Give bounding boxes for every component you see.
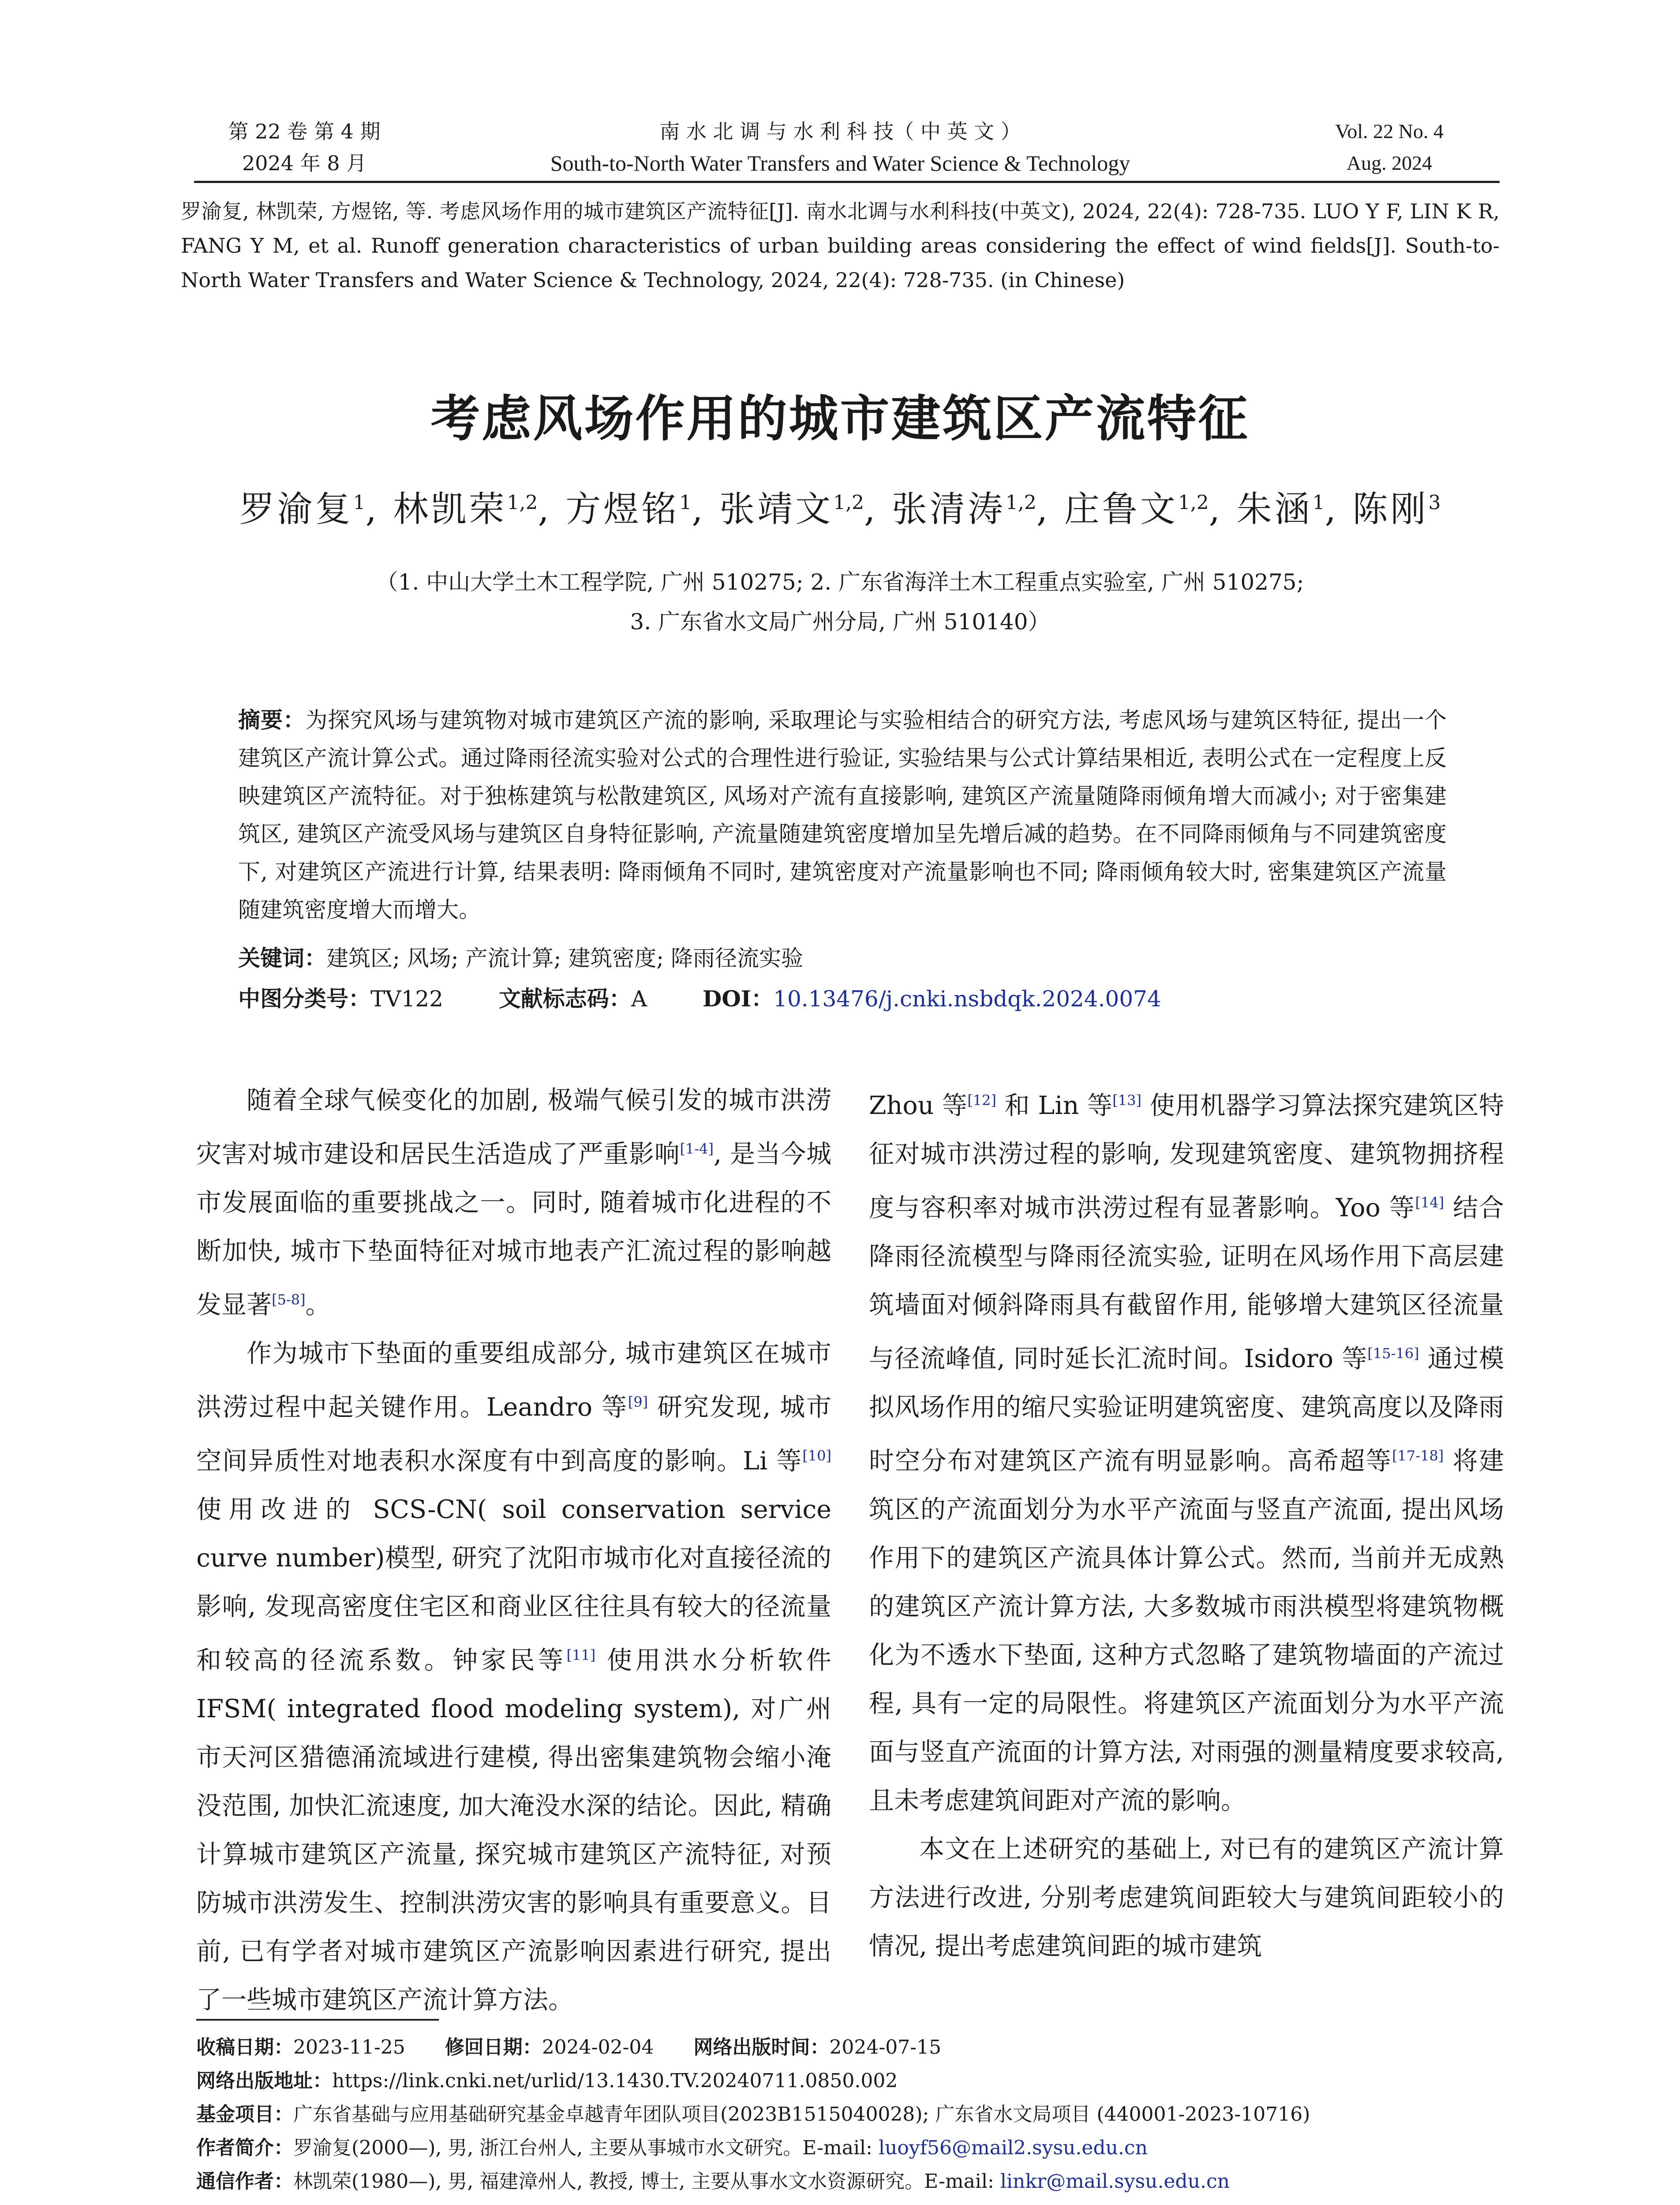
paragraph-text: 使用机器学习算法探究建筑区特征对城市洪涝过程的影响, 发现建筑密度、建筑物拥挤程度与容积率对城市洪涝过程有显著影响。Yoo 等 xyxy=(869,1091,1504,1222)
date-line-en: Aug. 2024 xyxy=(1346,152,1433,174)
paragraph-text: 结合降雨径流模型与降雨径流实验, 证明在风场作用下高层建筑墙面对倾斜降雨具有截留作用, 能够增大建筑区径流量与径流峰值, 同时延长汇流时间。Isidoro 等 xyxy=(869,1193,1504,1373)
keywords-label: 关键词： xyxy=(238,945,326,971)
citation-ref[interactable]: [13] xyxy=(1112,1092,1141,1109)
revised-date: 2024-02-04 xyxy=(542,2036,654,2059)
received-label: 收稿日期： xyxy=(196,2036,293,2059)
footnote-url xyxy=(196,2064,1497,2098)
author-name: 林凯荣 xyxy=(393,489,507,530)
paper-title: 考虑风场作用的城市建筑区产流特征 xyxy=(430,390,1250,448)
online-url[interactable]: https://link.cnki.net/urlid/13.1430.TV.20240711.0850.002 xyxy=(332,2070,898,2092)
author-affiliation-mark: 1 xyxy=(1312,491,1325,514)
keywords-text: 建筑区; 风场; 产流计算; 建筑密度; 降雨径流实验 xyxy=(326,946,803,971)
doc-code: A xyxy=(631,986,647,1012)
paragraph-text: 和 Lin 等 xyxy=(996,1091,1113,1120)
paragraph-text: 将建筑区的产流面划分为水平产流面与竖直产流面, 提出风场作用下的建筑区产流具体计算公式。然而, 当前并无成熟的建筑区产流计算方法, 大多数城市雨洪模型将建筑物概化为不透水下垫面, 这种方式忽略了建筑物墙面的产流过程, 具有一定的局限性。将建筑区产流面划分为水平产流面与竖直产流面的计算方法, 对雨强的测量精度要求较高, 且未考虑建筑间距对产流的影响。 xyxy=(869,1446,1504,1815)
corresponding-email-link[interactable]: linkr@mail.sysu.edu.cn xyxy=(1000,2170,1230,2193)
fund-label: 基金项目： xyxy=(196,2103,293,2126)
doc-code-label: 文献标志码： xyxy=(498,986,631,1012)
author-affiliation-mark: 1,2 xyxy=(1178,491,1209,514)
citation-ref[interactable]: [9] xyxy=(628,1394,648,1410)
citation-ref[interactable]: [17-18] xyxy=(1392,1447,1444,1464)
citation: 罗渝复, 林凯荣, 方煜铭, 等. 考虑风场作用的城市建筑区产流特征[J]. 南水北调与水利科技(中英文), 2024, 22(4): 728-735. LUO Y F, LIN K R, FANG Y M, et al. Runoff generation characteristics of urban building areas considering the effect of wind fields[J]. South-to-North Water Transfers and Water Science & Technology, 2024, 22(4): 728-735. (in Chinese) xyxy=(181,199,1500,292)
online-date: 2024-07-15 xyxy=(829,2036,942,2059)
header-rule xyxy=(194,181,1500,183)
author-bio: 罗渝复(2000—), 男, 浙江台州人, 主要从事城市水文研究。E-mail: xyxy=(293,2137,879,2159)
citation-ref[interactable]: [15-16] xyxy=(1367,1345,1419,1362)
author-affiliation-mark: 1,2 xyxy=(833,491,864,514)
doi-label: DOI： xyxy=(702,986,774,1012)
volume-line-en: Vol. 22 No. 4 xyxy=(1335,120,1444,142)
author-affiliation-mark: 3 xyxy=(1428,491,1441,514)
footnote-rule xyxy=(196,2019,439,2021)
abstract xyxy=(238,701,1447,929)
keywords xyxy=(238,939,1447,977)
citation-ref[interactable]: [10] xyxy=(802,1447,831,1464)
author-email-link[interactable]: luoyf56@mail2.sysu.edu.cn xyxy=(878,2137,1148,2159)
citation-ref[interactable]: [1-4] xyxy=(680,1140,714,1157)
author-name: 庄鲁文 xyxy=(1064,489,1178,530)
doi-link[interactable]: 10.13476/j.cnki.nsbdqk.2024.0074 xyxy=(773,986,1161,1012)
paragraph-text: Zhou 等 xyxy=(869,1091,968,1120)
body-column-left xyxy=(196,1076,831,2024)
citation-ref[interactable]: [14] xyxy=(1415,1194,1444,1211)
citation-ref[interactable]: [12] xyxy=(967,1092,996,1109)
author-name: 张清涛 xyxy=(891,489,1006,530)
paragraph-text: 作为城市下垫面的重要组成部分, 城市建筑区在城市洪涝过程中起关键作用。Leandro 等 xyxy=(196,1339,831,1422)
affiliation-line-2: 3. 广东省水文局广州分局, 广州 510140） xyxy=(630,609,1050,635)
volume-line: 第 22 卷 第 4 期 xyxy=(228,120,381,143)
author-affiliation-mark: 1 xyxy=(679,491,692,514)
paragraph-text: 使用洪水分析软件 IFSM( integrated flood modeling system), 对广州市天河区猎德涌流域进行建模, 得出密集建筑物会缩小淹没范围, 加快汇流速度, 加大淹没水深的结论。因此, 精确计算城市建筑区产流量, 探究城市建筑区产流特征, 对预防城市洪涝发生、控制洪涝灾害的影响具有重要意义。目前, 已有学者对城市建筑区产流影响因素进行研究, 提出了一些城市建筑区产流计算方法。 xyxy=(196,1646,831,2014)
url-label: 网络出版地址： xyxy=(196,2070,332,2092)
volume-issue-en xyxy=(1279,116,1500,179)
paragraph-text: 本文在上述研究的基础上, 对已有的建筑区产流计算方法进行改进, 分别考虑建筑间距较大与建筑间距较小的情况, 提出考虑建筑间距的城市建筑 xyxy=(869,1835,1504,1961)
author-affiliation-mark: 1,2 xyxy=(507,491,538,514)
classification-row xyxy=(238,980,1447,1018)
footnote-author xyxy=(196,2131,1497,2165)
body-paragraph xyxy=(869,1076,1504,1825)
journal-name-en: South-to-North Water Transfers and Water Science & Technology xyxy=(550,151,1130,176)
author-name: 张靖文 xyxy=(719,489,834,530)
footnote-corresponding xyxy=(196,2165,1497,2198)
author-list: 罗渝复$^1$, 林凯荣$^{1,2}$, 方煜铭$^1$, 张靖文$^{1,2}$, 张清涛$^{1,2}$, 庄鲁文$^{1,2}$, 朱涵$^1$, 陈刚$^3$ xyxy=(239,489,1441,530)
author-name: 方煜铭 xyxy=(565,489,680,530)
body-paragraph xyxy=(196,1329,831,2024)
footnote-dates xyxy=(196,2031,1497,2064)
fund-text: 广东省基础与应用基础研究基金卓越青年团队项目(2023B1515040028); 广东省水文局项目 (440001-2023-10716) xyxy=(293,2103,1310,2126)
corresponding-bio: 林凯荣(1980—), 男, 福建漳州人, 教授, 博士, 主要从事水文水资源研究。E-mail: xyxy=(293,2170,1000,2193)
author-name: 罗渝复 xyxy=(239,489,353,530)
author-bio-label: 作者简介： xyxy=(196,2137,293,2159)
body-paragraph xyxy=(869,1825,1504,1970)
revised-label: 修回日期： xyxy=(445,2036,542,2059)
author-affiliation-mark: 1 xyxy=(353,491,366,514)
paragraph-text: 。 xyxy=(305,1290,331,1319)
paragraph-text: 随着全球气候变化的加剧, 极端气候引发的城市洪涝灾害对城市建设和居民生活造成了严重影响 xyxy=(196,1086,831,1169)
volume-issue xyxy=(198,116,410,179)
author-affiliation-mark: 1,2 xyxy=(1005,491,1036,514)
author-name: 陈刚 xyxy=(1352,489,1429,530)
abstract-text: 为探究风场与建筑物对城市建筑区产流的影响, 采取理论与实验相结合的研究方法, 考虑风场与建筑区特征, 提出一个建筑区产流计算公式。通过降雨径流实验对公式的合理性进行验证, 实验结果与公式计算结果相近, 表明公式在一定程度上反映建筑区产流特征。对于独栋建筑与松散建筑区, 风场对产流有直接影响, 建筑区产流量随降雨倾角增大而减小; 对于密集建筑区, 建筑区产流受风场与建筑区自身特征影响, 产流量随建筑密度增加呈先增后减的趋势。在不同降雨倾角与不同建筑密度下, 对建筑区产流进行计算, 结果表明: 降雨倾角不同时, 建筑密度对产流量影响也不同; 降雨倾角较大时, 密集建筑区产流量随建筑密度增大而增大。 xyxy=(238,707,1447,923)
abstract-label: 摘要： xyxy=(238,707,306,733)
journal-name xyxy=(476,116,1204,179)
author-name: 朱涵 xyxy=(1236,489,1313,530)
paragraph-text: 使用改进的 SCS-CN( soil conservation service curve number)模型, 研究了沈阳市城市化对直接径流的影响, 发现高密度住宅区和商业区往往具有较大的径流量和较高的径流系数。钟家民等 xyxy=(196,1495,831,1675)
received-date: 2023-11-25 xyxy=(293,2036,405,2059)
paragraph-text: 通过模拟风场作用的缩尺实验证明建筑密度、建筑高度以及降雨时空分布对建筑区产流有明显影响。高希超等 xyxy=(869,1344,1504,1476)
citation-ref[interactable]: [11] xyxy=(566,1647,596,1663)
citation-ref[interactable]: [5-8] xyxy=(272,1291,306,1308)
footnote-fund xyxy=(196,2098,1497,2131)
clc-code: TV122 xyxy=(370,986,443,1012)
online-label: 网络出版时间： xyxy=(693,2036,830,2059)
journal-name-cn: 南 水 北 调 与 水 利 科 技（ 中 英 文 ） xyxy=(659,120,1021,143)
body-paragraph xyxy=(196,1076,831,1329)
date-line: 2024 年 8 月 xyxy=(242,151,367,175)
clc-label: 中图分类号： xyxy=(238,986,370,1012)
paragraph-text: , 是当今城市发展面临的重要挑战之一。同时, 随着城市化进程的不断加快, 城市下垫面特征对城市地表产汇流过程的影响越发显著 xyxy=(196,1140,832,1319)
corresponding-label: 通信作者： xyxy=(196,2170,293,2193)
paragraph-text: 研究发现, 城市空间异质性对地表积水深度有中到高度的影响。Li 等 xyxy=(196,1393,832,1476)
body-column-right xyxy=(869,1076,1504,1970)
affiliation-line-1: （1. 中山大学土木工程学院, 广州 510275; 2. 广东省海洋土木工程重点实验室, 广州 510275; xyxy=(376,569,1304,595)
